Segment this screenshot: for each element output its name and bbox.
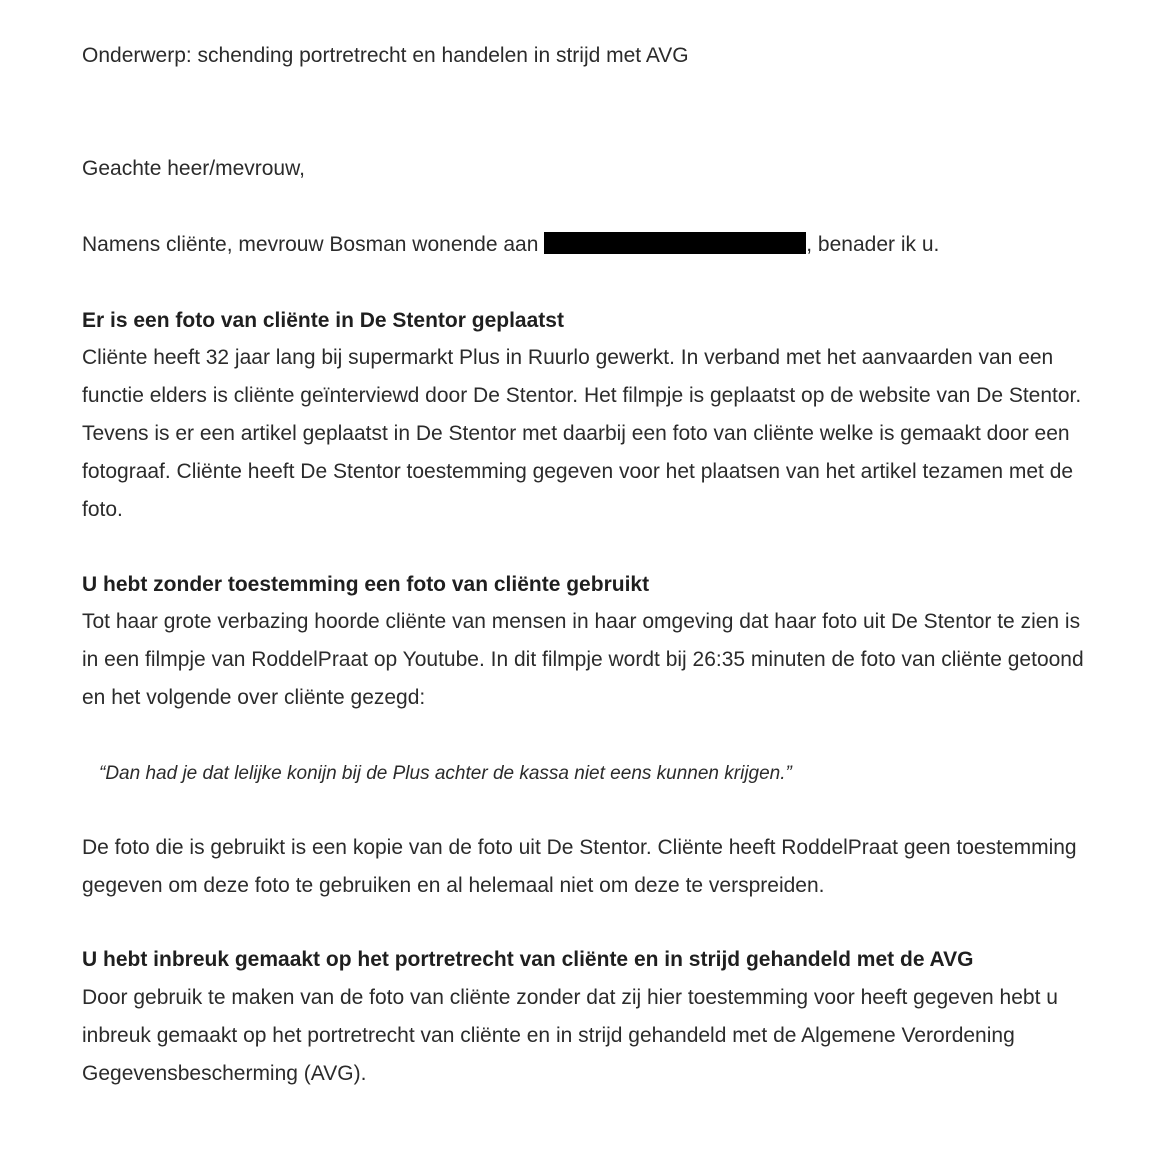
subject-line: Onderwerp: schending portretrecht en handelen in strijd met AVG — [82, 44, 689, 67]
paragraph-no-consent: Tot haar grote verbazing hoorde cliënte van mensen in haar omgeving dat haar foto uit De Stentor te zien is in een filmpje van RoddelPraat op Youtube. In dit filmpje wordt bij 26:35 minuten de foto van cliënte getoond en het volgende over cliënte gezegd: — [82, 610, 1084, 709]
intro-text: Namens cliënte, mevrouw Bosman wonende aan — [82, 233, 539, 256]
paragraph-infringement: Door gebruik te maken van de foto van cliënte zonder dat zij hier toestemming voor heeft gegeven hebt u inbreuk gemaakt op het portretrecht van cliënte en in strijd gehandeld met de Algemene Verordening Gegevensbescherming (AVG). — [82, 986, 1058, 1085]
paragraph-copy-used: De foto die is gebruikt is een kopie van de foto uit De Stentor. Cliënte heeft RoddelPraat geen toestemming gegeven om deze foto te gebruiken en al helemaal niet om deze te verspreiden. — [82, 836, 1077, 897]
salutation: Geachte heer/mevrouw, — [82, 157, 305, 180]
intro-text-end: , benader ik u. — [806, 233, 940, 256]
quote: “Dan had je dat lelijke konijn bij de Plus achter de kassa niet eens kunnen krijgen.” — [99, 763, 792, 784]
paragraph-photo-placed: Cliënte heeft 32 jaar lang bij supermarkt Plus in Ruurlo gewerkt. In verband met het aanvaarden van een functie elders is cliënte geïnterviewd door De Stentor. Het filmpje is geplaatst op de website van De Stentor. Tevens is er een artikel geplaatst in De Stentor met daarbij een foto van cliënte welke is gemaakt door een fotograaf. Cliënte heeft De Stentor toestemming gegeven voor het plaatsen van het artikel tezamen met de foto. — [82, 346, 1082, 521]
section-heading-photo-placed: Er is een foto van cliënte in De Stentor geplaatst — [82, 309, 564, 332]
section-heading-no-consent: U hebt zonder toestemming een foto van cliënte gebruikt — [82, 573, 650, 596]
redacted-address — [544, 232, 806, 254]
intro-line — [82, 232, 939, 258]
section-heading-infringement: U hebt inbreuk gemaakt op het portretrecht van cliënte en in strijd gehandeld met de AVG — [82, 948, 974, 971]
